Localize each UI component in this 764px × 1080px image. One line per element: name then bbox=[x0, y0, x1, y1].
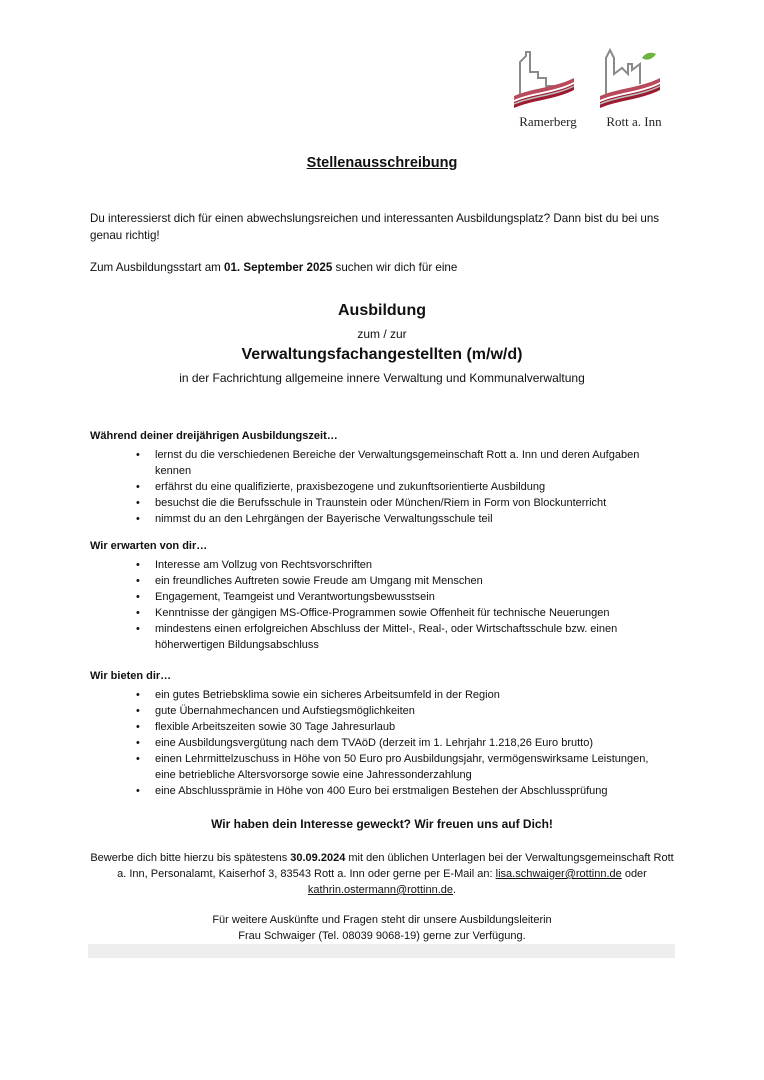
apply-pre: Bewerbe dich bitte hierzu bis spätestens bbox=[90, 852, 291, 864]
footer-divider bbox=[88, 944, 675, 958]
list-item-text: mindestens einen erfolgreichen Abschluss der Mittel-, Real-, oder Wirtschaftsschule bzw. einen höherwertigen Bildungsabschluss bbox=[155, 623, 618, 651]
bullet-icon: • bbox=[136, 737, 140, 749]
contact-paragraph bbox=[90, 912, 674, 944]
list-item bbox=[90, 479, 650, 495]
list-item-text: nimmst du an den Lehrgängen der Bayerische Verwaltungsschule teil bbox=[155, 513, 493, 525]
bullet-icon: • bbox=[136, 607, 140, 619]
list-item bbox=[90, 447, 650, 479]
list-item bbox=[90, 573, 650, 589]
position-name: Verwaltungsfachangestellten (m/w/d) bbox=[241, 346, 523, 363]
section-heading: Wir erwarten von dir… bbox=[90, 540, 208, 552]
email-link-schwaiger[interactable]: lisa.schwaiger@rottinn.de bbox=[495, 868, 622, 880]
page-title bbox=[0, 155, 764, 171]
bullet-list bbox=[90, 687, 650, 799]
apply-or: oder bbox=[621, 868, 647, 880]
contact-line-1: Für weitere Auskünfte und Fragen steht dir unsere Ausbildungsleiterin bbox=[212, 914, 552, 926]
start-date: 01. September 2025 bbox=[224, 261, 333, 274]
list-item-text: gute Übernahmechancen und Aufstiegsmöglichkeiten bbox=[155, 705, 415, 717]
section-training bbox=[90, 428, 650, 527]
bullet-icon: • bbox=[136, 721, 140, 733]
section-heading: Wir bieten dir… bbox=[90, 670, 172, 682]
start-date-paragraph bbox=[90, 259, 680, 276]
logo-area bbox=[512, 44, 672, 134]
position-specialization: in der Fachrichtung allgemeine innere Verwaltung und Kommunalverwaltung bbox=[179, 371, 585, 385]
list-item-text: einen Lehrmittelzuschuss in Höhe von 50 Euro pro Ausbildungsjahr, vermögenswirksame Leistungen, eine betriebliche Altersvorsorge sowie eine Jahressonderzahlung bbox=[155, 753, 649, 781]
ramerberg-coat-icon bbox=[512, 44, 584, 110]
list-item bbox=[90, 557, 650, 573]
list-item-text: Kenntnisse der gängigen MS-Office-Programmen sowie Offenheit für technische Neuerungen bbox=[155, 607, 610, 619]
bullet-icon: • bbox=[136, 449, 140, 461]
list-item bbox=[90, 589, 650, 605]
section-offers bbox=[90, 668, 650, 799]
list-item bbox=[90, 495, 650, 511]
application-deadline: 30.09.2024 bbox=[290, 852, 346, 864]
bullet-icon: • bbox=[136, 689, 140, 701]
list-item-text: Engagement, Teamgeist und Verantwortungsbewusstsein bbox=[155, 591, 435, 603]
bullet-icon: • bbox=[136, 785, 140, 797]
bullet-icon: • bbox=[136, 559, 140, 571]
start-date-pre: Zum Ausbildungsstart am bbox=[90, 261, 225, 274]
bullet-icon: • bbox=[136, 623, 140, 635]
list-item bbox=[90, 751, 650, 783]
list-item-text: ein freundliches Auftreten sowie Freude am Umgang mit Menschen bbox=[155, 575, 483, 587]
list-item bbox=[90, 719, 650, 735]
email-link-ostermann[interactable]: kathrin.ostermann@rottinn.de bbox=[307, 884, 453, 896]
position-connector: zum / zur bbox=[357, 327, 407, 341]
ramerberg-label: Ramerberg bbox=[519, 114, 577, 129]
bullet-icon: • bbox=[136, 705, 140, 717]
ramerberg-logo bbox=[512, 44, 584, 134]
list-item-text: eine Abschlussprämie in Höhe von 400 Euro bei erstmaligen Bestehen der Abschlussprüfung bbox=[155, 785, 608, 797]
list-item bbox=[90, 783, 650, 799]
bullet-icon: • bbox=[136, 497, 140, 509]
list-item-text: erfährst du eine qualifizierte, praxisbezogene und zukunftsorientierte Ausbildung bbox=[155, 481, 546, 493]
bullet-list bbox=[90, 557, 650, 653]
rott-label: Rott a. Inn bbox=[606, 114, 662, 129]
list-item bbox=[90, 621, 650, 653]
list-item bbox=[90, 735, 650, 751]
list-item-text: ein gutes Betriebsklima sowie ein sicheres Arbeitsumfeld in der Region bbox=[155, 689, 500, 701]
list-item-text: flexible Arbeitszeiten sowie 30 Tage Jahresurlaub bbox=[155, 721, 396, 733]
bullet-icon: • bbox=[136, 591, 140, 603]
list-item-text: eine Ausbildungsvergütung nach dem TVAöD (derzeit im 1. Lehrjahr 1.218,26 Euro brutto) bbox=[155, 737, 594, 749]
application-paragraph bbox=[90, 850, 674, 898]
rott-coat-icon bbox=[598, 44, 670, 110]
list-item-text: besuchst die die Berufsschule in Traunstein oder München/Riem in Form von Blockunterricht bbox=[155, 497, 607, 509]
rott-logo bbox=[598, 44, 670, 134]
interest-callout: Wir haben dein Interesse geweckt? Wir freuen uns auf Dich! bbox=[211, 817, 553, 831]
list-item bbox=[90, 511, 650, 527]
list-item bbox=[90, 605, 650, 621]
apply-mid: mit den üblichen Unterlagen bei der Verwaltungsgemeinschaft Rott a. Inn, Personalamt, Kaiserhof 3, 83543 Rott a. Inn oder gerne per E-Mail an: bbox=[117, 852, 674, 880]
page-title-text: Stellenausschreibung bbox=[306, 155, 458, 171]
intro-paragraph: Du interessierst dich für einen abwechslungsreichen und interessanten Ausbildungsplatz? Dann bist du bei uns genau richtig! bbox=[90, 212, 660, 242]
start-date-post: suchen wir dich für eine bbox=[332, 261, 458, 274]
position-title: Ausbildung bbox=[338, 302, 426, 319]
bullet-list bbox=[90, 447, 650, 527]
bullet-icon: • bbox=[136, 753, 140, 765]
section-expectations bbox=[90, 538, 650, 653]
contact-line-2: Frau Schwaiger (Tel. 08039 9068-19) gerne zur Verfügung. bbox=[238, 930, 526, 942]
list-item-text: Interesse am Vollzug von Rechtsvorschriften bbox=[155, 559, 373, 571]
apply-end: . bbox=[453, 884, 457, 896]
list-item-text: lernst du die verschiedenen Bereiche der Verwaltungsgemeinschaft Rott a. Inn und deren Aufgaben kennen bbox=[155, 449, 640, 477]
bullet-icon: • bbox=[136, 513, 140, 525]
list-item bbox=[90, 687, 650, 703]
bullet-icon: • bbox=[136, 575, 140, 587]
list-item bbox=[90, 703, 650, 719]
section-heading: Während deiner dreijährigen Ausbildungszeit… bbox=[90, 430, 338, 442]
bullet-icon: • bbox=[136, 481, 140, 493]
